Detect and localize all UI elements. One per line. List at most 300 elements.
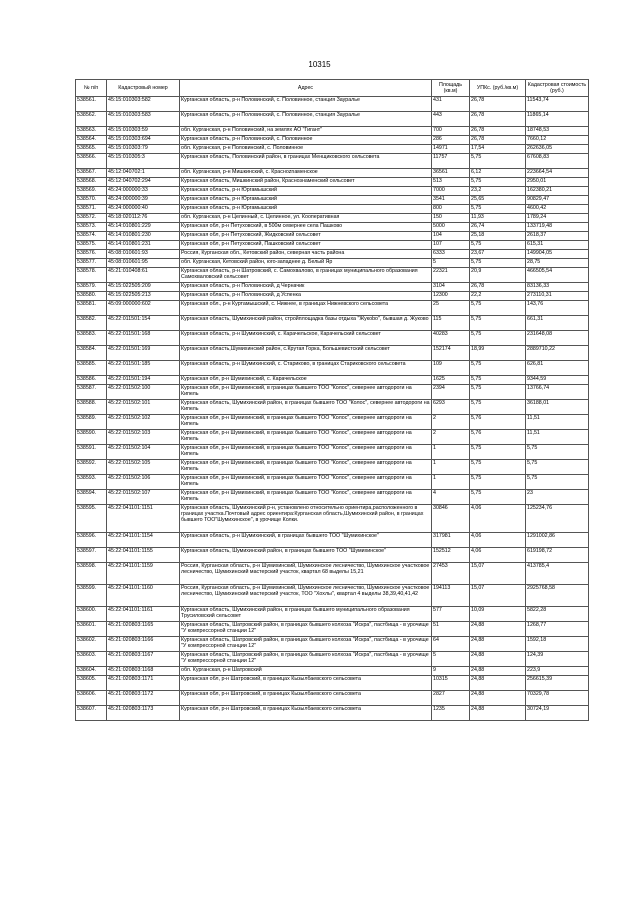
cell-area: 104 — [432, 232, 470, 241]
cell-cost: 9344,59 — [526, 376, 589, 385]
cell-num: 538576. — [76, 250, 107, 259]
cell-area: 1625 — [432, 376, 470, 385]
cell-cadastral: 45:24:000000:40 — [107, 205, 180, 214]
cell-area: 107 — [432, 241, 470, 250]
cell-address: Курганская область, р-н Половинский, д Черначик — [180, 283, 432, 292]
cell-cadastral: 45:22:011502:101 — [107, 400, 180, 415]
cell-address: Курганская обл, р-н Петуховский, в 500м севернее села Пашково — [180, 223, 432, 232]
cell-upks: 5,75 — [470, 178, 526, 187]
cell-area: 152512 — [432, 548, 470, 563]
table-row — [76, 385, 589, 400]
table-row — [76, 187, 589, 196]
cell-cost: 2889710,22 — [526, 346, 589, 361]
cell-upks: 5,76 — [470, 415, 526, 430]
table-row — [76, 268, 589, 283]
table-body — [76, 97, 589, 721]
cell-area: 22321 — [432, 268, 470, 283]
cell-area: 443 — [432, 112, 470, 127]
cell-area: 14971 — [432, 145, 470, 154]
cell-area: 150 — [432, 214, 470, 223]
cell-upks: 5,75 — [470, 400, 526, 415]
table-row — [76, 445, 589, 460]
cell-cadastral: 45:22:011502:107 — [107, 490, 180, 505]
cell-upks: 11,93 — [470, 214, 526, 223]
cell-cost: 231648,08 — [526, 331, 589, 346]
cell-cost: 11865,14 — [526, 112, 589, 127]
table-row — [76, 667, 589, 676]
cell-num: 538598. — [76, 563, 107, 585]
page-number: 10315 — [308, 60, 331, 69]
cell-area: 64 — [432, 637, 470, 652]
cell-address: Курганская обл, р-н Шумихинский, в границах бывшего ТОО "Колос", севернее автодороги на Кипель — [180, 385, 432, 400]
cell-cadastral: 45:18:020112:76 — [107, 214, 180, 223]
table-header — [76, 80, 589, 97]
cell-num: 538603. — [76, 652, 107, 667]
cell-cost: 619198,72 — [526, 548, 589, 563]
cell-cost: 1268,77 — [526, 622, 589, 637]
cell-cost: 83136,33 — [526, 283, 589, 292]
cell-area: 2827 — [432, 691, 470, 706]
table-row — [76, 585, 589, 607]
cell-cost: 1291002,86 — [526, 533, 589, 548]
cell-area: 1 — [432, 445, 470, 460]
cell-area: 6293 — [432, 400, 470, 415]
cell-num: 538596. — [76, 533, 107, 548]
cell-cadastral: 45:15:010305:3 — [107, 154, 180, 169]
header-cadastral: Кадастровый номер — [107, 80, 180, 97]
cell-cost: 11,51 — [526, 415, 589, 430]
table-row — [76, 361, 589, 376]
cell-num: 538578. — [76, 268, 107, 283]
cell-num: 538584. — [76, 346, 107, 361]
table-row — [76, 607, 589, 622]
cell-cadastral: 45:21:020803:1165 — [107, 622, 180, 637]
cell-upks: 23,2 — [470, 187, 526, 196]
cell-cadastral: 45:21:020803:1166 — [107, 637, 180, 652]
cell-cost: 125234,76 — [526, 505, 589, 533]
cell-area: 1 — [432, 475, 470, 490]
cell-cadastral: 45:15:010303:694 — [107, 136, 180, 145]
table-row — [76, 292, 589, 301]
cell-num: 538594. — [76, 490, 107, 505]
table-row — [76, 637, 589, 652]
cell-address: Курганская область, Мишкинский район, Краснознаменский сельсовет — [180, 178, 432, 187]
cell-address: Курганская область, р-н Половинский, с. Половинное, станция Зауралье — [180, 97, 432, 112]
cell-upks: 5,75 — [470, 241, 526, 250]
cell-num: 538568. — [76, 178, 107, 187]
cell-address: Курганская область, Шатровский район, в границах бывшего колхоза "Искра", пастбища - в урочище "У компрессорной станции 12" — [180, 652, 432, 667]
cell-num: 538575. — [76, 241, 107, 250]
table-row — [76, 283, 589, 292]
cell-num: 538561. — [76, 97, 107, 112]
table-row — [76, 127, 589, 136]
table-row — [76, 112, 589, 127]
cell-cost: 223664,54 — [526, 169, 589, 178]
cell-address: Курганская обл, р-н Шатровский, в границах Кызылбаевского сельсовета — [180, 706, 432, 721]
cell-cost: 5,75 — [526, 460, 589, 475]
cell-cost: 90829,47 — [526, 196, 589, 205]
cell-address: Курганская обл., р-н Куртамышский, с. Нижнее, в границах Нижневского сельсовета — [180, 301, 432, 316]
cell-num: 538573. — [76, 223, 107, 232]
cell-cost: 18748,53 — [526, 127, 589, 136]
table-row — [76, 241, 589, 250]
cell-cadastral: 45:21:020803:1168 — [107, 667, 180, 676]
cell-cadastral: 45:14:010801:231 — [107, 241, 180, 250]
cell-num: 538599. — [76, 585, 107, 607]
cell-upks: 5,75 — [470, 445, 526, 460]
cell-cost: 1789,24 — [526, 214, 589, 223]
cell-upks: 22,2 — [470, 292, 526, 301]
cell-area: 3541 — [432, 196, 470, 205]
cell-cost: 2950,01 — [526, 178, 589, 187]
cell-address: Курганская обл, р-н Шумихинский, с. Карачельское — [180, 376, 432, 385]
cell-num: 538600. — [76, 607, 107, 622]
cell-upks: 5,75 — [470, 385, 526, 400]
table-row — [76, 430, 589, 445]
cell-cadastral: 45:15:010303:583 — [107, 112, 180, 127]
cell-area: 30846 — [432, 505, 470, 533]
cell-upks: 26,78 — [470, 112, 526, 127]
cell-address: Курганская область, р-н Половинский, с. Половинное, станция Зауралье — [180, 112, 432, 127]
cell-num: 538577. — [76, 259, 107, 268]
table-row — [76, 563, 589, 585]
cell-area: 109 — [432, 361, 470, 376]
cell-num: 538571. — [76, 205, 107, 214]
cell-num: 538602. — [76, 637, 107, 652]
cell-cadastral: 45:15:022505:213 — [107, 292, 180, 301]
cell-area: 431 — [432, 97, 470, 112]
cell-cost: 273110,31 — [526, 292, 589, 301]
table-row — [76, 169, 589, 178]
table-row — [76, 490, 589, 505]
cell-area: 25 — [432, 301, 470, 316]
cell-address: Курганская область, р-н Шумихинский, с. Карачельское, Карачельский сельсовет — [180, 331, 432, 346]
table-row — [76, 232, 589, 241]
cell-upks: 6,12 — [470, 169, 526, 178]
cell-address: Курганская область, р-н Половинский, с. Половинное — [180, 136, 432, 145]
header-address: Адрес — [180, 80, 432, 97]
cell-address: Курганская область, р-н Юргамышский — [180, 187, 432, 196]
cell-cadastral: 45:22:011502:102 — [107, 415, 180, 430]
cell-num: 538607. — [76, 706, 107, 721]
cell-address: Курганская область, Шумихинский район, стройплощадка базы отдыха "Жукobo", бывшая д. Жуково — [180, 316, 432, 331]
cell-num: 538604. — [76, 667, 107, 676]
cell-address: обл. Курганская, р-н Половинский, с. Половинное — [180, 145, 432, 154]
cell-num: 538592. — [76, 460, 107, 475]
table-row — [76, 415, 589, 430]
cell-address: Курганская обл, р-н Петуховский, Пашковский сельсовет — [180, 241, 432, 250]
cell-cost: 5822,28 — [526, 607, 589, 622]
cell-area: 152174 — [432, 346, 470, 361]
table-row — [76, 460, 589, 475]
cell-address: Курганская область, Шатровский район, в границах бывшего колхоза "Искра", пастбища - в урочище "У компрессорной станции 12" — [180, 622, 432, 637]
cell-area: 1 — [432, 460, 470, 475]
cell-cost: 30724,19 — [526, 706, 589, 721]
cell-num: 538567. — [76, 169, 107, 178]
cell-address: Курганская область, р-н Шумихинский, в границах бывшего ТОО "Шумихинское" — [180, 533, 432, 548]
cell-area: 6333 — [432, 250, 470, 259]
table-row — [76, 505, 589, 533]
cell-area: 2394 — [432, 385, 470, 400]
header-area: Площадь (кв.м) — [432, 80, 470, 97]
cell-cost: 256615,39 — [526, 676, 589, 691]
cell-cadastral: 45:22:011502:105 — [107, 460, 180, 475]
cell-cadastral: 45:22:041101:1160 — [107, 585, 180, 607]
cell-num: 538580. — [76, 292, 107, 301]
cell-cadastral: 45:22:011502:103 — [107, 430, 180, 445]
table-row — [76, 691, 589, 706]
cell-address: Курганская область, Шумихинский район, в границах бывшего ТОО "Шумихинское" — [180, 548, 432, 563]
cell-address: Россия, Курганская область, р-н Шумихинский, Шумихинское лесничество, Шумихинское участковое лесничество, Шумихинский мастерский участок, ТОО "Хохлы", квартал 4 выделы 38,39,40,41,42 — [180, 585, 432, 607]
cell-num: 538583. — [76, 331, 107, 346]
cell-cadastral: 45:15:010303:582 — [107, 97, 180, 112]
cell-cost: 413785,4 — [526, 563, 589, 585]
cell-area: 40283 — [432, 331, 470, 346]
cell-cadastral: 45:22:041101:1161 — [107, 607, 180, 622]
cell-area: 5 — [432, 652, 470, 667]
cell-upks: 20,9 — [470, 268, 526, 283]
cell-area: 10315 — [432, 676, 470, 691]
cell-address: Курганская обл, р-н Шумихинский, в границах бывшего ТОО "Колос", севернее автодороги на Кипель — [180, 445, 432, 460]
table-row — [76, 676, 589, 691]
cell-cadastral: 45:21:020803:1171 — [107, 676, 180, 691]
cell-num: 538585. — [76, 361, 107, 376]
cell-area: 286 — [432, 136, 470, 145]
table-row — [76, 533, 589, 548]
table-row — [76, 223, 589, 232]
table-row — [76, 205, 589, 214]
cell-address: Курганская область, р-н Шумихинский, с. Стариково, в границах Стариковского сельсовета — [180, 361, 432, 376]
cell-upks: 5,75 — [470, 205, 526, 214]
cell-address: Курганская область, Шумихинский район, в границах бывшего муниципального образования Трусиловский сельсовет — [180, 607, 432, 622]
cell-cadastral: 45:12:040702:294 — [107, 178, 180, 187]
cell-cost: 149904,05 — [526, 250, 589, 259]
cell-area: 9 — [432, 667, 470, 676]
cell-address: Курганская область, Шумихинский район, в границах бывшего ТОО "Колос", севернее автодороги на Кипель — [180, 400, 432, 415]
cell-cadastral: 45:22:041101:1155 — [107, 548, 180, 563]
cell-upks: 25,18 — [470, 232, 526, 241]
cell-address: Курганская область, р-н Половинский, д Успенка — [180, 292, 432, 301]
cell-cadastral: 45:21:020803:1172 — [107, 691, 180, 706]
cell-address: Курганская область,Шумихинский район, с.Крутая Горка, Большевистский сельсовет — [180, 346, 432, 361]
cell-upks: 26,74 — [470, 223, 526, 232]
table-row — [76, 259, 589, 268]
cell-address: Курганская область, р-н Юргамышский — [180, 196, 432, 205]
cell-cost: 11543,74 — [526, 97, 589, 112]
header-cost: Кадастровая стоимость (руб.) — [526, 80, 589, 97]
cell-area: 4 — [432, 490, 470, 505]
cell-address: Курганская обл, р-н Шумихинский, в границах бывшего ТОО "Колос", севернее автодороги на Кипель — [180, 460, 432, 475]
cell-upks: 24,88 — [470, 637, 526, 652]
cell-cost: 143,76 — [526, 301, 589, 316]
cell-area: 2 — [432, 430, 470, 445]
cell-area: 194113 — [432, 585, 470, 607]
cell-area: 11757 — [432, 154, 470, 169]
cell-cost: 13766,74 — [526, 385, 589, 400]
cell-area: 577 — [432, 607, 470, 622]
cell-upks: 5,75 — [470, 490, 526, 505]
cell-upks: 26,78 — [470, 136, 526, 145]
cell-num: 538606. — [76, 691, 107, 706]
cell-area: 317981 — [432, 533, 470, 548]
cell-cost: 11,51 — [526, 430, 589, 445]
cell-num: 538574. — [76, 232, 107, 241]
cell-num: 538564. — [76, 136, 107, 145]
cell-cost: 23 — [526, 490, 589, 505]
cell-area: 513 — [432, 178, 470, 187]
cell-upks: 4,06 — [470, 505, 526, 533]
cell-area: 51 — [432, 622, 470, 637]
cell-upks: 4,06 — [470, 533, 526, 548]
table-row — [76, 301, 589, 316]
cell-address: Курганская обл, р-н Шумихинский, в границах бывшего ТОО "Колос", севернее автодороги на Кипель — [180, 415, 432, 430]
cell-upks: 25,65 — [470, 196, 526, 205]
cell-upks: 24,88 — [470, 652, 526, 667]
cell-cost: 162380,21 — [526, 187, 589, 196]
cell-upks: 26,78 — [470, 97, 526, 112]
cell-upks: 10,09 — [470, 607, 526, 622]
cell-cost: 70329,78 — [526, 691, 589, 706]
cell-cadastral: 45:12:040702:1 — [107, 169, 180, 178]
cell-cost: 1592,18 — [526, 637, 589, 652]
cell-num: 538563. — [76, 127, 107, 136]
cell-upks: 24,88 — [470, 676, 526, 691]
header-num: № п/п — [76, 80, 107, 97]
cell-num: 538581. — [76, 301, 107, 316]
cell-address: Курганская обл, р-н Шумихинский, в границах бывшего ТОО "Колос", севернее автодороги на Кипель — [180, 475, 432, 490]
table-row — [76, 136, 589, 145]
cell-upks: 17,54 — [470, 145, 526, 154]
cell-address: Курганская область, Половинский район, в границах Менщиковского сельсовета — [180, 154, 432, 169]
cell-cost: 2925768,58 — [526, 585, 589, 607]
cell-cadastral: 45:24:000000:33 — [107, 187, 180, 196]
table-row — [76, 178, 589, 187]
cell-area: 700 — [432, 127, 470, 136]
table-row — [76, 316, 589, 331]
table-row — [76, 622, 589, 637]
table-row — [76, 331, 589, 346]
cell-upks: 5,75 — [470, 376, 526, 385]
cell-cost: 626,81 — [526, 361, 589, 376]
cell-address: обл. Курганская, Кетовский район, юго-западнее д. Белый Яр — [180, 259, 432, 268]
cell-cost: 466505,54 — [526, 268, 589, 283]
cell-upks: 24,88 — [470, 691, 526, 706]
cell-num: 538590. — [76, 430, 107, 445]
cell-num: 538565. — [76, 145, 107, 154]
cell-upks: 5,75 — [470, 259, 526, 268]
cell-address: Россия, Курганская область, р-н Шумихинский, Шумихинское лесничество, Шумихинское участковое лесничество, Шумихинский мастерский участок, квартал 68 выделы 15,21 — [180, 563, 432, 585]
cell-cost: 133719,48 — [526, 223, 589, 232]
table-row — [76, 214, 589, 223]
cell-address: Курганская обл, р-н Шатровский, в границах Кызылбаевского сельсовета — [180, 676, 432, 691]
cell-num: 538595. — [76, 505, 107, 533]
cell-address: Курганская область, Шумихинский р-н, установлено относительно ориентира,расположенного в границах участка.Почтовый адрес ориентира:Курганская область,Шумихинский район, в границах бывшего ТОО"Шумихинское", в урочище Колки. — [180, 505, 432, 533]
cell-upks: 5,76 — [470, 430, 526, 445]
cell-num: 538593. — [76, 475, 107, 490]
cadastral-table — [75, 79, 589, 721]
cell-address: обл. Курганская, р-н Целинный, с. Целинное, ул. Кооперативная — [180, 214, 432, 223]
cell-cadastral: 45:15:022505:209 — [107, 283, 180, 292]
cell-cost: 5,75 — [526, 475, 589, 490]
cell-cadastral: 45:09:000000:602 — [107, 301, 180, 316]
cell-cadastral: 45:08:010601:93 — [107, 250, 180, 259]
cell-area: 36561 — [432, 169, 470, 178]
cell-cadastral: 45:22:011501:169 — [107, 346, 180, 361]
cell-address: Россия, Курганская обл., Кетовский район, северная часть района — [180, 250, 432, 259]
cell-cost: 262636,05 — [526, 145, 589, 154]
cell-num: 538570. — [76, 196, 107, 205]
cell-area: 7000 — [432, 187, 470, 196]
cell-cadastral: 45:21:010408:61 — [107, 268, 180, 283]
cell-cost: 36188,01 — [526, 400, 589, 415]
cell-cost: 223,9 — [526, 667, 589, 676]
cell-upks: 4,06 — [470, 548, 526, 563]
cell-cost: 7660,12 — [526, 136, 589, 145]
cell-cadastral: 45:22:011501:168 — [107, 331, 180, 346]
cell-num: 538591. — [76, 445, 107, 460]
cell-area: 800 — [432, 205, 470, 214]
cell-area: 5 — [432, 259, 470, 268]
table-row — [76, 250, 589, 259]
cell-num: 538589. — [76, 415, 107, 430]
cell-area: 5000 — [432, 223, 470, 232]
cell-cadastral: 45:14:010801:229 — [107, 223, 180, 232]
cell-address: обл. Курганская, р-н Шатровский — [180, 667, 432, 676]
cell-upks: 24,88 — [470, 706, 526, 721]
cell-cadastral: 45:22:011502:106 — [107, 475, 180, 490]
cell-num: 538562. — [76, 112, 107, 127]
cell-upks: 15,07 — [470, 585, 526, 607]
cell-cadastral: 45:22:011502:104 — [107, 445, 180, 460]
cell-cadastral: 45:15:010303:59 — [107, 127, 180, 136]
cell-area: 1235 — [432, 706, 470, 721]
cell-cost: 2618,37 — [526, 232, 589, 241]
cell-address: Курганская область, р-н Шатровский, с. Самохвалово, в границах муниципального образования Самохваловский сельсовет — [180, 268, 432, 283]
cell-upks: 26,78 — [470, 283, 526, 292]
table-row — [76, 97, 589, 112]
cell-num: 538587. — [76, 385, 107, 400]
cell-area: 3104 — [432, 283, 470, 292]
cell-cadastral: 45:21:020803:1173 — [107, 706, 180, 721]
cell-num: 538605. — [76, 676, 107, 691]
table-row — [76, 154, 589, 169]
cell-address: Курганская область, р-н Юргамышский — [180, 205, 432, 214]
cell-cost: 615,31 — [526, 241, 589, 250]
cell-cost: 661,31 — [526, 316, 589, 331]
cell-address: обл. Курганская, р-н Половинский, на землях АО "Гигант" — [180, 127, 432, 136]
cell-num: 538579. — [76, 283, 107, 292]
cell-num: 538597. — [76, 548, 107, 563]
cell-cadastral: 45:22:011501:154 — [107, 316, 180, 331]
cell-cadastral: 45:08:010601:95 — [107, 259, 180, 268]
cell-num: 538588. — [76, 400, 107, 415]
cell-cost: 67608,83 — [526, 154, 589, 169]
cell-cadastral: 45:22:041101:1154 — [107, 533, 180, 548]
cell-upks: 18,99 — [470, 346, 526, 361]
cell-cadastral: 45:14:010801:230 — [107, 232, 180, 241]
cell-cadastral: 45:22:011501:185 — [107, 361, 180, 376]
table-row — [76, 400, 589, 415]
table-row — [76, 196, 589, 205]
cell-upks: 5,75 — [470, 361, 526, 376]
cell-address: Курганская обл, р-н Шумихинский, в границах бывшего ТОО "Колос", севернее автодороги на Кипель — [180, 430, 432, 445]
cell-cadastral: 45:22:011502:100 — [107, 385, 180, 400]
cell-cost: 124,39 — [526, 652, 589, 667]
table-row — [76, 145, 589, 154]
cell-area: 27453 — [432, 563, 470, 585]
table-row — [76, 548, 589, 563]
cell-upks: 5,75 — [470, 301, 526, 316]
